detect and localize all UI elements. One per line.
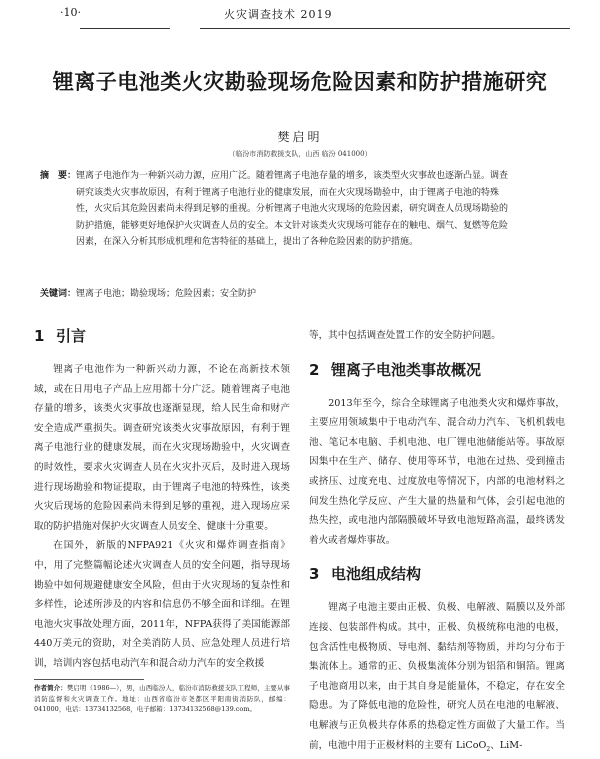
section-number: 1 [34, 327, 45, 345]
section-heading-3 [309, 564, 565, 584]
footnote-text: 樊启明（1986—），男，山西临汾人，临汾市消防救援支队工程师，主要从事消防监督和火灾调查工作。地址：山西省临汾市尧都区平阳南街消防队，邮编：041000，电话：13734132568，电子邮箱：13734132568@139.com。 [34, 684, 291, 713]
section-number: 3 [309, 565, 320, 584]
column-right [309, 326, 565, 759]
header-rule-right [200, 28, 570, 29]
section-title: 引言 [56, 327, 87, 345]
column-left [34, 320, 290, 674]
footnote-label: 作者简介： [34, 684, 67, 692]
section-title: 电池组成结构 [331, 565, 422, 584]
formula-end: 、LiM- [490, 739, 523, 751]
formula-text: LiCoO [455, 739, 487, 751]
keywords-text: 锂离子电池；勘验现场；危险因素；安全防护 [76, 289, 257, 299]
abstract [40, 168, 510, 251]
paragraph: 2013年至今，综合全球锂离子电池类火灾和爆炸事故，主要应用领域集中于电动汽车、混合动力汽车、飞机机载电池、笔记本电脑、手机电池、电厂锂电池储能站等。事故原因集中在生产、储存、使用等环节，电池在过热、受到撞击或挤压、过度充电、过度放电等情况下，内部的电池材料之间发生热化学反应、产生大量的热量和气体，会引起电池的热失控，或电池内部隔膜破坏导致电池短路高温，最终诱发着火或者爆炸事故。 [309, 397, 565, 546]
paper-title: 锂离子电池类火灾勘验现场危险因素和防护措施研究 [52, 70, 548, 94]
author-footnote [34, 683, 290, 715]
paragraph [309, 598, 565, 759]
paragraph: 在国外，新版的NFPA921《火灾和爆炸调查指南》中，用了完整篇幅论述火灾调查人员的安全问题，指导现场勘验中如何规避健康安全风险，但由于火灾现场的复杂性和多样性，论述所涉及的内容和信息仍不够全面和详细。在锂电池火灾事故处理方面，2011年，NFPA获得了美国能源部440万美元的资助，对全美消防人员、应急处理人员进行培训，培训内容包括电动汽车和混合动力汽车的安全救援 [34, 540, 290, 669]
author-name: 樊启明 [277, 130, 323, 144]
keywords [40, 286, 510, 299]
journal-name: 火灾调查技术 2019 [224, 8, 333, 21]
section-title: 锂离子电池类事故概况 [331, 360, 482, 379]
formula [456, 740, 522, 751]
abstract-text: 锂离子电池作为一种新兴动力源，应用广泛。随着锂离子电池存量的增多，该类型火灾事故也逐渐凸显。调查研究该类火灾事故原因，有利于锂离子电池行业的健康发展，而在火灾现场勘验中，由于锂离子电池的特殊性，火灾后其危险因素尚未得到足够的重视。分析锂离子电池火灾现场的危险因素，研究调查人员现场勘验的防护措施，能够更好地保护火灾调查人员的安全。本文针对该类火灾现场可能存在的触电、烟气、复燃等危险因素，在深入分析其形成机理和危害特征的基础上，提出了各种危险因素的防护措施。 [76, 171, 509, 247]
section-heading-1 [34, 326, 290, 346]
paragraph-continuation: 等，其中包括调查处置工作的安全防护问题。 [309, 330, 501, 341]
keywords-label: 关键词： [40, 289, 77, 299]
running-header [0, 6, 600, 26]
page-number: ·10· [60, 6, 81, 19]
paragraph-text: 锂离子电池主要由正极、负极、电解液、隔膜以及外部连接、包装部件构成。其中，正极、负极统称电池的电极，包含活性电极物质、导电剂、黏结剂等物质，并均匀分布于集流体上。通常的正、负极集流体分别为铝箔和铜箔。锂离子电池商用以来，由于其自身是能量体，不稳定，存在安全隐患。为了降低电池的危险性，研究人员在电池的电解液、电解液与正负极共存体系的热稳定性方面做了大量工作。当前，电池中用于正极材料的主要有 [309, 602, 565, 751]
footnote-rule [34, 679, 144, 680]
section-number: 2 [309, 360, 320, 379]
header-rule-left [80, 28, 170, 29]
formula-subscript: 2 [486, 745, 491, 753]
paragraph: 锂离子电池作为一种新兴动力源，不论在高新技术领域，或在日用电子产品上应用都十分广泛。随着锂离子电池存量的增多，该类火灾事故也逐渐显现，给人民生命和财产安全造成严重损失。调查研究该类火灾事故原因，有利于锂离子电池行业的健康发展，而在火灾现场勘验中，火灾调查的时效性，要求火灾调查人员在火灾扑灭后，及时进入现场进行现场勘验和物证提取，由于锂离子电池的特殊性，该类火灾后现场的危险因素尚未得到足够的重视，进入现场应采取的防护措施对保护火灾调查人员安全、健康十分重要。 [34, 364, 290, 532]
section-heading-2 [309, 360, 565, 380]
abstract-label: 摘 要： [40, 171, 77, 181]
author-affiliation: （临汾市消防救援支队，山西 临汾 041000） [228, 150, 372, 158]
